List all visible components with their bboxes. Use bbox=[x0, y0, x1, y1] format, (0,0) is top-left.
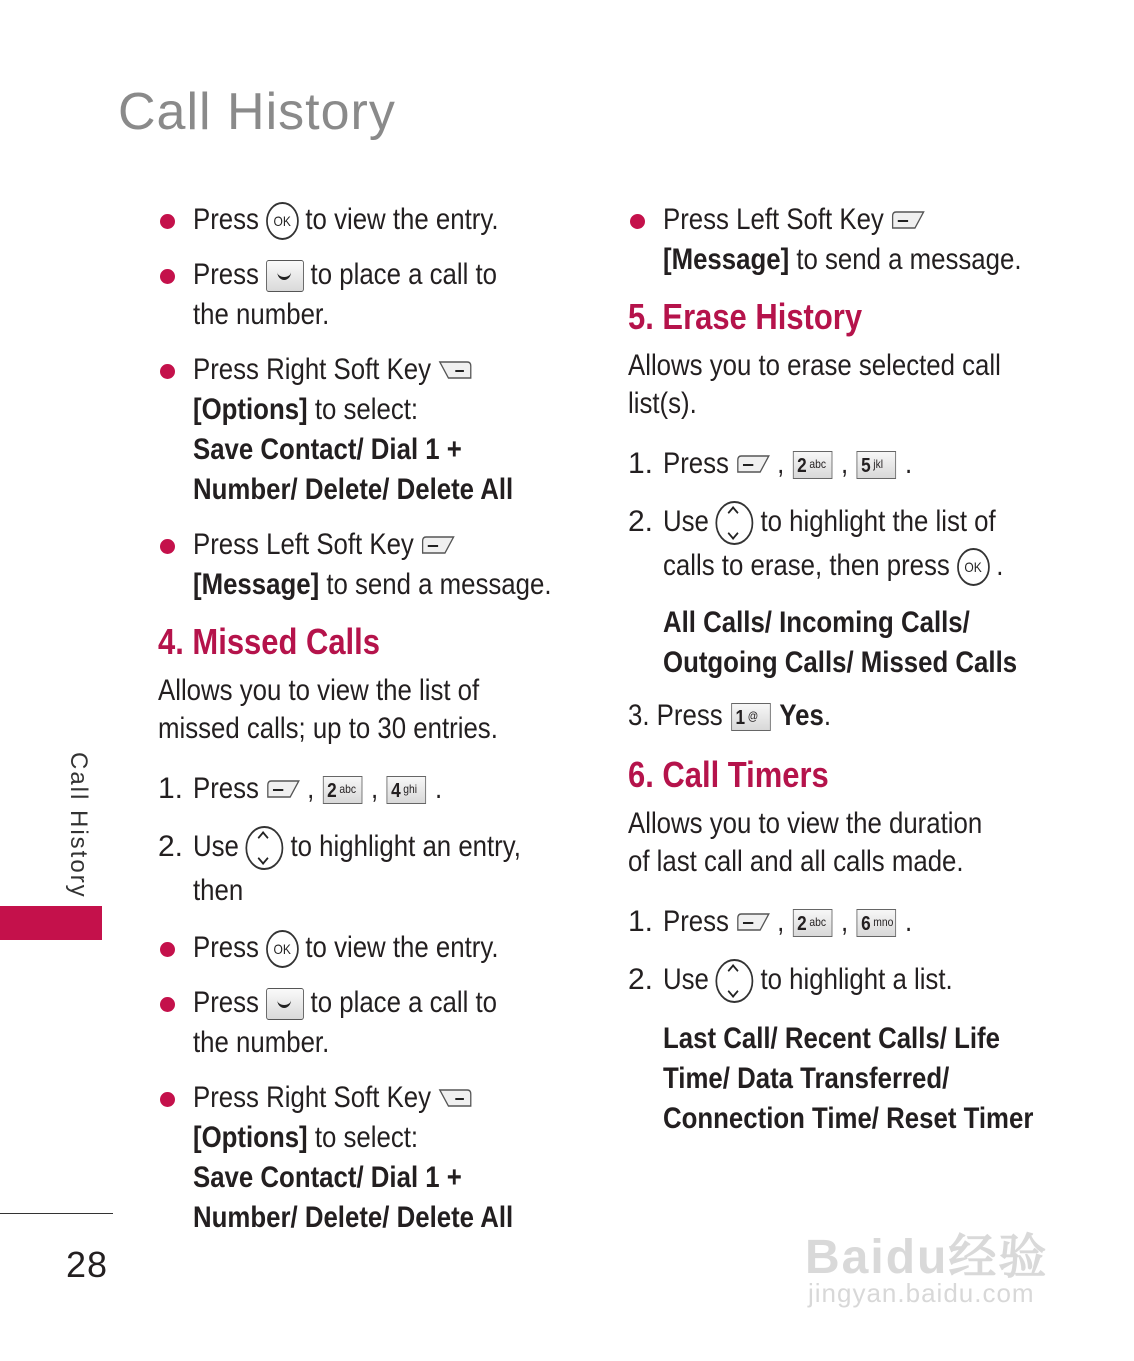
option-list: All Calls/ Incoming Calls/ Outgoing Calls/ Missed Calls bbox=[663, 606, 1018, 680]
left-soft-key-icon bbox=[736, 452, 770, 478]
send-key-icon bbox=[266, 988, 304, 1020]
section-heading: 4. Missed Calls bbox=[158, 621, 380, 663]
list-item: Press Right Soft Key [Options] to select: Save Contact/ Dial 1 + Number/ Delete/ Delete All bbox=[158, 350, 588, 510]
list-item: Press OK to view the entry. bbox=[158, 928, 588, 968]
watermark-logo: Baidu经验 bbox=[805, 1231, 1049, 1284]
option-list: Last Call/ Recent Calls/ Life Time/ Data Transferred/ Connection Time/ Reset Timer bbox=[663, 1022, 1034, 1136]
right-column bbox=[628, 200, 1068, 1139]
section-heading: 6. Call Timers bbox=[628, 754, 829, 796]
bullet-icon bbox=[160, 269, 175, 284]
key-6-icon: 6 $^{mno}$ bbox=[857, 909, 897, 937]
ok-key-icon: OK bbox=[266, 202, 299, 240]
step-item: 3. Press 1 @ Yes. bbox=[628, 699, 832, 733]
list-item: Press Left Soft Key [Message] to send a message. bbox=[628, 200, 1068, 280]
left-column bbox=[158, 200, 588, 1253]
divider bbox=[0, 1213, 113, 1214]
list-item: Press to place a call to the number. bbox=[158, 983, 588, 1063]
list-item: Press to place a call to the number. bbox=[158, 255, 588, 335]
list-item: Press Left Soft Key [Message] to send a message. bbox=[158, 525, 588, 605]
right-soft-key-icon bbox=[438, 358, 472, 384]
watermark-url: jingyan.baidu.com bbox=[808, 1278, 1035, 1308]
ok-key-icon: OK bbox=[957, 548, 990, 586]
section-description: Allows you to erase selected call list(s). bbox=[628, 349, 1001, 420]
bullet-icon bbox=[160, 364, 175, 379]
send-key-icon bbox=[266, 260, 304, 292]
key-5-icon: 5 $^{jkl}$ bbox=[857, 451, 897, 479]
left-soft-key-icon bbox=[736, 910, 770, 936]
navigation-key-icon bbox=[716, 959, 754, 1003]
navigation-key-icon bbox=[246, 826, 284, 870]
side-tab-marker bbox=[0, 906, 102, 940]
right-soft-key-icon bbox=[438, 1086, 472, 1112]
left-soft-key-icon bbox=[266, 777, 300, 803]
step-item: 1. Press , 2 $^{abc}$ , 4 $^{ghi}$ . bbox=[158, 772, 443, 806]
section-description: Allows you to view the list of missed calls; up to 30 entries. bbox=[158, 674, 498, 746]
key-2-icon: 2 $^{abc}$ bbox=[323, 776, 363, 804]
step-item: 2. Use to highlight a list. bbox=[628, 959, 1068, 1003]
section-description: Allows you to view the duration of last call and all calls made. bbox=[628, 807, 983, 879]
bullet-icon bbox=[160, 942, 175, 957]
bullet-icon bbox=[630, 214, 645, 229]
section-heading: 5. Erase History bbox=[628, 296, 863, 337]
ok-key-icon: OK bbox=[266, 930, 299, 968]
navigation-key-icon bbox=[716, 501, 754, 545]
page-title: Call History bbox=[118, 83, 396, 141]
bullet-icon bbox=[160, 539, 175, 554]
left-soft-key-icon bbox=[891, 208, 925, 234]
step-item: 2. Use to highlight an entry, then bbox=[158, 826, 588, 912]
page-number: 28 bbox=[66, 1244, 109, 1285]
step-item: 1. Press , 2 $^{abc}$ , 6 $^{mno}$ . bbox=[628, 905, 913, 939]
list-item: Press OK to view the entry. bbox=[158, 200, 588, 240]
list-item: Press Right Soft Key [Options] to select: Save Contact/ Dial 1 + Number/ Delete/ Delete All bbox=[158, 1078, 588, 1238]
step-item: 1. Press , 2 $^{abc}$ , 5 $^{jkl}$ . bbox=[628, 447, 913, 480]
key-2-icon: 2 $^{abc}$ bbox=[793, 909, 833, 937]
left-soft-key-icon bbox=[421, 533, 455, 559]
bullet-icon bbox=[160, 997, 175, 1012]
side-tab-label: Call History bbox=[65, 752, 92, 899]
bullet-icon bbox=[160, 214, 175, 229]
key-1-icon: 1 @ bbox=[731, 703, 771, 731]
step-item: 2. Use to highlight the list of calls to erase, then press OK . bbox=[628, 501, 1068, 587]
key-4-icon: 4 $^{ghi}$ bbox=[387, 776, 427, 804]
bullet-icon bbox=[160, 1092, 175, 1107]
key-2-icon: 2 $^{abc}$ bbox=[793, 451, 833, 479]
